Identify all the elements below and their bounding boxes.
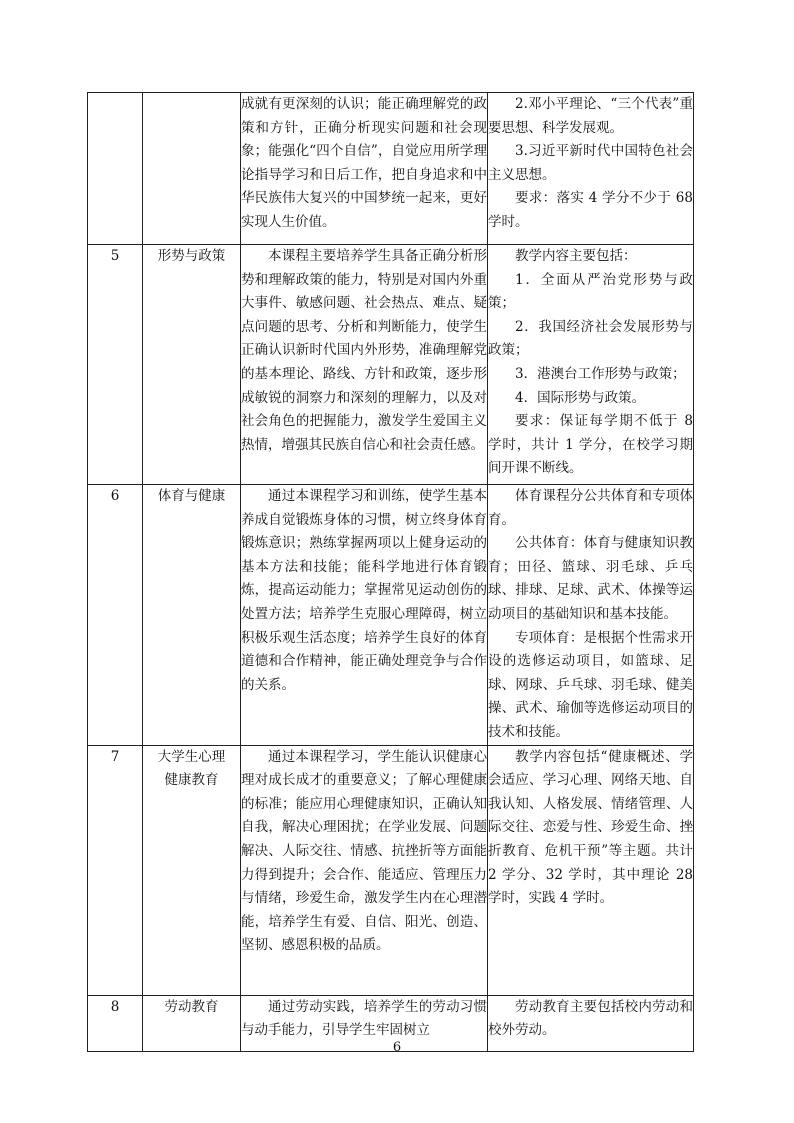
course-goal-cell	[241, 93, 488, 245]
content-paragraph: 体育课程分公共体育和专项体育。	[488, 488, 693, 528]
course-name-line: 健康教育	[164, 772, 219, 789]
course-content-cell	[488, 245, 694, 485]
goal-paragraph: 本课程主要培养学生具备正确分析形势和理解政策的能力，特别是对国内外重大事件、敏感问题、社会热点、难点、疑点问题的思考、分析和判断能力，使学生正确认识新时代国内外形势，准确理解党的基本理论、路线、方针和政策，逐步形成敏锐的洞察力和深刻的理解力，以及对社会角色的把握能力，激发学生爱国主义热情，增强其民族自信心和社会责任感。	[241, 248, 487, 453]
course-name: 形势与政策	[143, 245, 241, 485]
content-paragraph: 教学内容包括“健康概述、学会适应、学习心理、网络天地、自我认知、人格发展、情绪管理、人际交往、恋爱与性、珍爱生命、挫折教育、危机干预”等主题。共计 2 学分、32 学时，其中理论 28 学时，实践 4 学时。	[488, 748, 693, 907]
content-paragraph: 1．全面从严治党形势与政策；	[488, 271, 693, 312]
goal-paragraph: 通过本课程学习，学生能认识健康心理对成长成才的重要意义；了解心理健康的标准；能应用心理健康知识，正确认知自我，解决心理困扰；在学业发展、问题解决、人际交往、情感、抗挫折等方面能力得到提升；会合作、能适应、管理压力与情绪，珍爱生命，激发学生内在心理潜能，培养学生有爱、自信、阳光、创造、坚韧、感恩积极的品质。	[241, 748, 487, 954]
table-row	[88, 245, 694, 485]
content-paragraph: 2．我国经济社会发展形势与政策；	[488, 318, 693, 359]
course-goal-cell	[241, 745, 488, 995]
content-paragraph: 要求：落实 4 学分不少于 68 学时。	[488, 190, 693, 230]
row-number: 5	[88, 245, 143, 485]
course-content-cell	[488, 93, 694, 245]
course-name-line: 大学生心理	[157, 748, 226, 765]
goal-paragraph: 通过劳动实践，培养学生的劳动习惯与动手能力，引导学生牢固树立	[241, 998, 487, 1039]
table-row	[88, 485, 694, 746]
row-number: 8	[88, 995, 143, 1051]
goal-paragraph: 成就有更深刻的认识；能正确理解党的政策和方针，正确分析现实问题和社会现象；能强化“四个自信”，自觉应用所学理论指导学习和日后工作，把自身追求和中华民族伟大复兴的中国梦统一起来，更好实现人生价值。	[241, 96, 487, 230]
goal-paragraph: 通过本课程学习和训练，使学生基本养成自觉锻炼身体的习惯，树立终身体育锻炼意识；熟练掌握两项以上健身运动的基本方法和技能；能科学地进行体育锻炼，提高运动能力；掌握常见运动创伤的处置方法；培养学生克服心理障碍，树立积极乐观生活态度；培养学生良好的体育道德和合作精神，能正确处理竞争与合作的关系。	[241, 488, 487, 693]
row-number: 6	[88, 485, 143, 746]
page-number: 6	[392, 1040, 402, 1055]
course-content-cell	[488, 485, 694, 746]
course-table	[87, 92, 694, 1052]
course-name: 体育与健康	[143, 485, 241, 746]
content-paragraph: 3．港澳台工作形势与政策；	[515, 365, 686, 382]
content-paragraph: 要求：保证每学期不低于 8 学时，共计 1 学分，在校学习期间开课不断线。	[488, 413, 693, 477]
content-paragraph: 公共体育：体育与健康知识教育；田径、篮球、羽毛球、乒乓球、排球、足球、武术、体操等运动项目的基础知识和基本技能。	[488, 535, 693, 622]
content-paragraph: 3.习近平新时代中国特色社会主义思想。	[488, 143, 693, 183]
table-row	[88, 745, 694, 995]
course-name: 劳动教育	[143, 995, 241, 1051]
content-paragraph: 教学内容主要包括：	[515, 248, 637, 264]
course-goal-cell	[241, 245, 488, 485]
course-name	[143, 745, 241, 995]
content-paragraph: 劳动教育主要包括校内劳动和校外劳动。	[488, 998, 693, 1039]
course-content-cell	[488, 745, 694, 995]
row-number	[88, 93, 143, 245]
content-paragraph: 4．国际形势与政策。	[515, 389, 646, 406]
course-name	[143, 93, 241, 245]
table-row	[88, 93, 694, 245]
content-paragraph: 2.邓小平理论、“三个代表”重要思想、科学发展观。	[488, 96, 693, 136]
course-goal-cell	[241, 485, 488, 746]
content-paragraph: 专项体育：是根据个性需求开设的选修运动项目，如篮球、足球、网球、乒乓球、羽毛球、健美操、武术、瑜伽等选修运动项目的技术和技能。	[488, 629, 693, 740]
row-number: 7	[88, 745, 143, 995]
